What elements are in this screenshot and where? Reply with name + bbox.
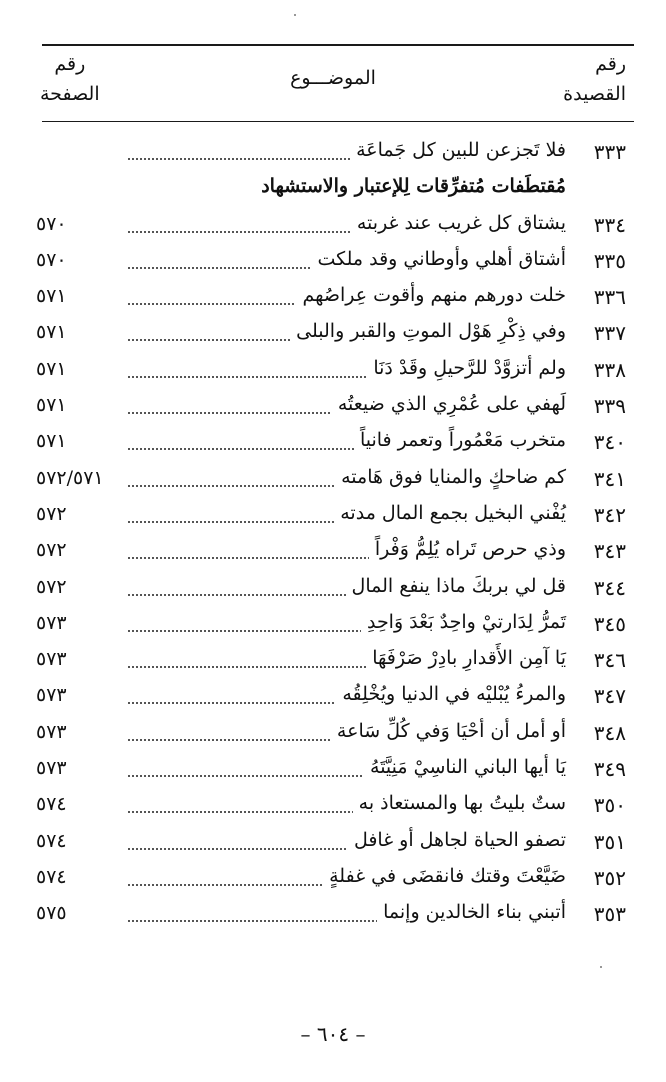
index-list bbox=[0, 136, 666, 935]
poem-number: ٣٣٥ bbox=[593, 248, 626, 273]
poem-title: خلت دورهم منهم وأقوت عِراصُهم bbox=[296, 284, 566, 306]
header-poem-number-line2: القصيدة bbox=[563, 83, 626, 105]
page-number: ٥٧٤ bbox=[36, 829, 67, 852]
poem-number: ٣٣٩ bbox=[593, 394, 626, 419]
index-row bbox=[0, 426, 666, 462]
page-number: ٥٧٠ bbox=[36, 212, 67, 235]
poem-title: كم ضاحكٍ والمنايا فوق هَامته bbox=[335, 466, 566, 488]
index-row bbox=[0, 209, 666, 245]
poem-title: أشتاق أهلي وأوطاني وقد ملكت bbox=[311, 248, 566, 270]
poem-number: ٣٤٢ bbox=[593, 502, 626, 527]
poem-title: تصفو الحياة لجاهل أو غافل bbox=[348, 829, 566, 851]
poem-number: ٣٥٢ bbox=[593, 865, 626, 890]
index-row bbox=[0, 717, 666, 753]
poem-title: وذي حرص تَراه يُلِمُّ وَفْراً bbox=[369, 538, 566, 560]
poem-number: ٣٣٣ bbox=[593, 140, 626, 164]
page-number: ٥٧٣ bbox=[36, 611, 67, 634]
index-row bbox=[0, 463, 666, 499]
header-poem-number-line1: رقم bbox=[595, 53, 626, 75]
index-row bbox=[0, 826, 666, 862]
poem-title: متخرب مَعْمُوراً وتعمر فانياً bbox=[354, 429, 566, 451]
section-heading: مُقتطَفات مُتفرِّقات لِلإعتبار والاستشهاد bbox=[255, 175, 566, 197]
index-row bbox=[0, 354, 666, 390]
index-row bbox=[0, 535, 666, 571]
top-rule bbox=[42, 44, 634, 46]
section-heading-row bbox=[0, 172, 666, 208]
poem-number: ٣٤٤ bbox=[593, 575, 626, 600]
page-number: ٥٧٣ bbox=[36, 684, 67, 707]
poem-title: ضَيَّعْتَ وقتك فانقضَى في غفلةٍ bbox=[323, 865, 566, 887]
page-number: ٥٧١ bbox=[36, 430, 67, 453]
poem-title: أو أمل أن أحْيَا وَفي كُلِّ سَاعة bbox=[331, 720, 566, 742]
page-number: ٥٧١ bbox=[36, 394, 67, 417]
page-number: ٥٧١ bbox=[36, 321, 67, 344]
poem-number: ٣٣٧ bbox=[593, 321, 626, 346]
header-page-number-line1: رقم bbox=[54, 53, 86, 75]
header-subject: الموضـــوع bbox=[290, 67, 376, 89]
poem-title: فلا تَجزعن للبين كل جَماعَة bbox=[350, 139, 566, 161]
header-page-number-line2: الصفحة bbox=[40, 83, 100, 105]
poem-number: ٣٤٩ bbox=[593, 757, 626, 782]
print-speck bbox=[600, 966, 602, 968]
index-row bbox=[0, 499, 666, 535]
page-number: ٥٧٢ bbox=[36, 539, 67, 562]
poem-title: يَا آمِن الأَقدارِ بادِرْ صَرْفَهَا bbox=[366, 647, 566, 669]
poem-number: ٣٥٠ bbox=[593, 793, 626, 818]
index-row bbox=[0, 245, 666, 281]
page-number: ٥٧٤ bbox=[36, 865, 67, 888]
poem-number: ٣٤٧ bbox=[593, 684, 626, 709]
poem-title: أتبني بناء الخالدين وإنما bbox=[377, 901, 566, 923]
poem-title: ستٌ بليتُ بها والمستعاذ به bbox=[353, 792, 566, 814]
index-row bbox=[0, 281, 666, 317]
page-number: ٥٧٤ bbox=[36, 793, 67, 816]
poem-number: ٣٥٣ bbox=[593, 902, 626, 927]
poem-number: ٣٣٤ bbox=[593, 212, 626, 237]
index-row bbox=[0, 136, 666, 172]
index-row bbox=[0, 644, 666, 680]
header-rule bbox=[42, 121, 634, 122]
index-row bbox=[0, 862, 666, 898]
poem-number: ٣٤٥ bbox=[593, 611, 626, 636]
poem-number: ٣٤٨ bbox=[593, 720, 626, 745]
index-row bbox=[0, 572, 666, 608]
poem-number: ٣٣٨ bbox=[593, 357, 626, 382]
page-number: ٥٧٢ bbox=[36, 575, 67, 598]
header-page-number bbox=[40, 52, 100, 106]
page-number: ٥٧١ bbox=[36, 357, 67, 380]
page-number: ٥٧٢/٥٧١ bbox=[36, 466, 104, 489]
poem-number: ٣٥١ bbox=[593, 829, 626, 854]
page-number: ٥٧٣ bbox=[36, 757, 67, 780]
page-number: ٥٧٣ bbox=[36, 720, 67, 743]
index-row bbox=[0, 898, 666, 934]
poem-title: يَا أيها الباني الناسِيْ مَنِيَّتَهُ bbox=[364, 756, 566, 778]
index-row bbox=[0, 608, 666, 644]
poem-title: والمرءُ يُبْليْه في الدنيا ويُخْلِقُه bbox=[336, 683, 566, 705]
page-number: ٥٧٥ bbox=[36, 902, 67, 925]
page-number: ٥٧٢ bbox=[36, 502, 67, 525]
poem-title: يُفْني البخيل بجمع المال مدته bbox=[334, 502, 566, 524]
poem-title: يشتاق كل غريب عند غربته bbox=[351, 212, 566, 234]
poem-title: قل لي بربكَ ماذا ينفع المال bbox=[346, 575, 566, 597]
poem-title: تَمرُّ لِدَارتيْ واحِدٌ بَعْدَ وَاحِدِ bbox=[361, 611, 566, 633]
index-row bbox=[0, 789, 666, 825]
poem-number: ٣٣٦ bbox=[593, 285, 626, 310]
index-row bbox=[0, 317, 666, 353]
poem-number: ٣٤٦ bbox=[593, 648, 626, 673]
poem-number: ٣٤٣ bbox=[593, 539, 626, 564]
poem-number: ٣٤٠ bbox=[593, 430, 626, 455]
page-number: ٥٧٣ bbox=[36, 648, 67, 671]
index-row bbox=[0, 390, 666, 426]
index-row bbox=[0, 753, 666, 789]
page-number: ٥٧١ bbox=[36, 285, 67, 308]
poem-title: وفي ذِكْرِ هَوْل الموتِ والقبر والبلى bbox=[290, 320, 566, 342]
page-number: ٥٧٠ bbox=[36, 248, 67, 271]
footer-page-number: – ٦٠٤ – bbox=[300, 1022, 366, 1046]
index-row bbox=[0, 680, 666, 716]
poem-number: ٣٤١ bbox=[593, 466, 626, 491]
print-speck bbox=[294, 14, 296, 16]
poem-title: ولم أتزوَّدْ للرَّحيلِ وقَدْ دَنَا bbox=[367, 357, 566, 379]
poem-title: لَهفي على عُمْرِي الذي ضيعتُه bbox=[332, 393, 566, 415]
